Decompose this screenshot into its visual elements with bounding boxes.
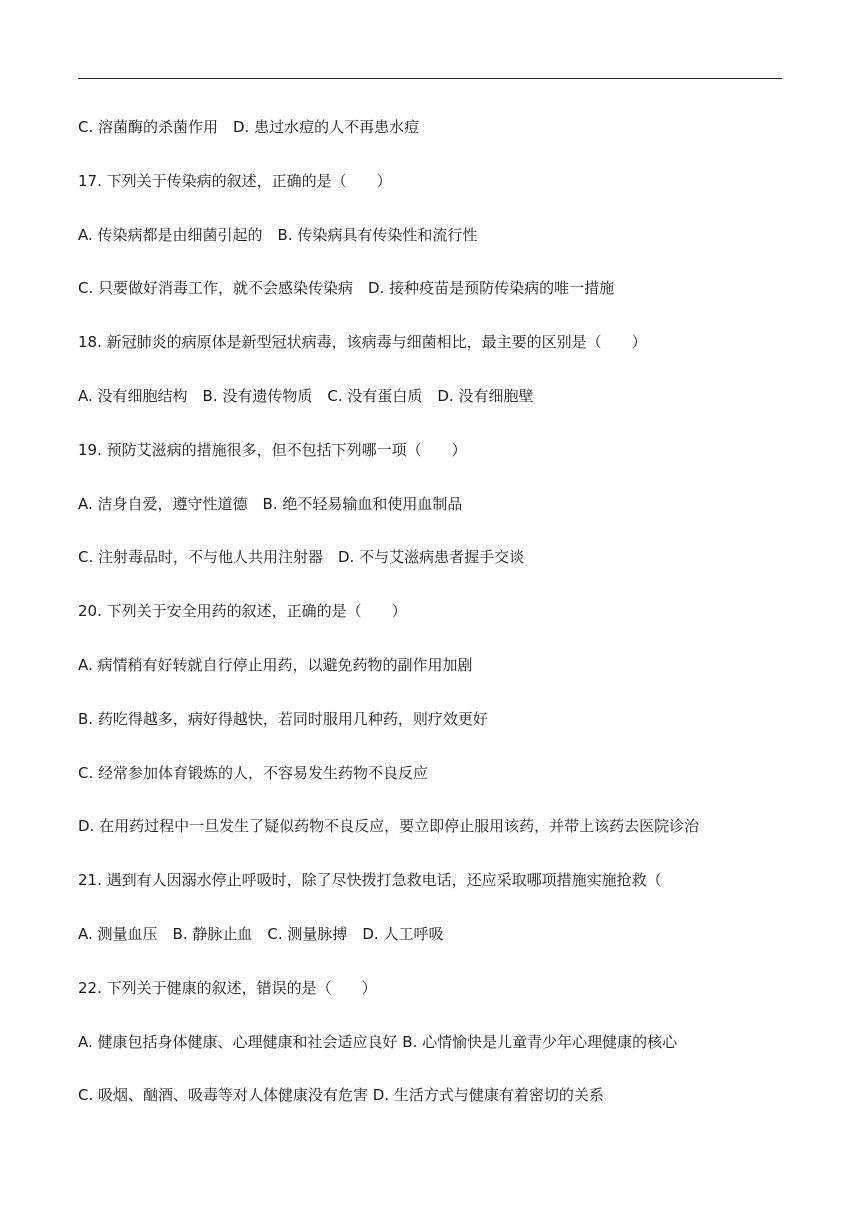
q16-options-cd: C. 溶菌酶的杀菌作用 D. 患过水痘的人不再患水痘 xyxy=(78,118,420,136)
q20-option-d: D. 在用药过程中一旦发生了疑似药物不良反应，要立即停止服用该药，并带上该药去医院诊治 xyxy=(78,817,700,836)
question-content xyxy=(78,115,798,1137)
q22-options-ab: A. 健康包括身体健康、心理健康和社会适应良好 B. 心情愉快是儿童青少年心理健康的核心 xyxy=(78,1032,678,1051)
q17-options-ab: A. 传染病都是由细菌引起的 B. 传染病具有传染性和流行性 xyxy=(78,225,478,244)
q20-option-c: C. 经常参加体育锻炼的人，不容易发生药物不良反应 xyxy=(78,763,429,782)
q17-options-cd: C. 只要做好消毒工作，就不会感染传染病 D. 接种疫苗是预防传染病的唯一措施 xyxy=(78,279,615,298)
q18-stem: 18. 新冠肺炎的病原体是新型冠状病毒，该病毒与细菌相比，最主要的区别是（ ） xyxy=(78,333,647,352)
q21-stem: 21. 遇到有人因溺水停止呼吸时，除了尽快拨打急救电话，还应采取哪项措施实施抢救（ xyxy=(78,871,662,890)
q22-options-cd: C. 吸烟、酗酒、吸毒等对人体健康没有危害 D. 生活方式与健康有着密切的关系 xyxy=(78,1086,604,1105)
q20-stem: 20. 下列关于安全用药的叙述，正确的是（ ） xyxy=(78,602,407,621)
q19-options-cd: C. 注射毒品时，不与他人共用注射器 D. 不与艾滋病患者握手交谈 xyxy=(78,548,525,567)
q19-options-ab: A. 洁身自爱，遵守性道德 B. 绝不轻易输血和使用血制品 xyxy=(78,494,463,513)
header-rule xyxy=(78,78,782,79)
q21-options: A. 测量血压 B. 静脉止血 C. 测量脉搏 D. 人工呼吸 xyxy=(78,924,444,943)
q18-options: A. 没有细胞结构 B. 没有遗传物质 C. 没有蛋白质 D. 没有细胞壁 xyxy=(78,386,534,405)
q20-option-b: B. 药吃得越多，病好得越快，若同时服用几种药，则疗效更好 xyxy=(78,709,488,728)
q19-stem: 19. 预防艾滋病的措施很多，但不包括下列哪一项（ ） xyxy=(78,440,467,459)
q20-option-a: A. 病情稍有好转就自行停止用药，以避免药物的副作用加剧 xyxy=(78,655,473,674)
q22-stem: 22. 下列关于健康的叙述，错误的是（ ） xyxy=(78,978,377,997)
q17-stem: 17. 下列关于传染病的叙述，正确的是（ ） xyxy=(78,171,392,190)
